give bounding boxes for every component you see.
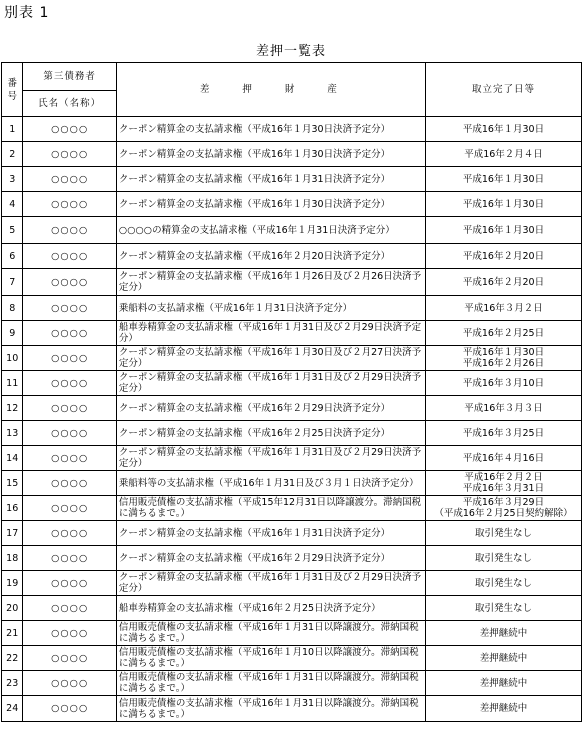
seizure-table (1, 62, 582, 722)
debtor-name: ○○○○ (23, 346, 116, 371)
completion-date (425, 421, 581, 446)
completion-date (425, 269, 581, 296)
completion-date-line-2: （平成16年２月25日契約解除） (434, 508, 573, 519)
row-number: 2 (2, 142, 23, 167)
seized-property: クーポン精算金の支払請求権（平成16年１月31日決済予定分） (116, 167, 425, 192)
debtor-name: ○○○○ (23, 621, 116, 646)
seized-property: ○○○○の精算金の支払請求権（平成16年１月31日決済予定分） (116, 217, 425, 244)
debtor-name: ○○○○ (23, 546, 116, 571)
debtor-name: ○○○○ (23, 296, 116, 321)
completion-date-line: 平成16年３月29日 (462, 497, 545, 508)
row-number: 9 (2, 321, 23, 346)
row-number: 8 (2, 296, 23, 321)
completion-date-line: 平成16年３月10日 (462, 377, 545, 389)
document-label: 別表 1 (4, 5, 50, 21)
table-row (2, 496, 582, 521)
completion-date-line: 平成16年２月25日 (462, 327, 545, 339)
table-row (2, 546, 582, 571)
table-row (2, 396, 582, 421)
seized-property: クーポン精算金の支払請求権（平成16年１月30日決済予定分） (116, 117, 425, 142)
completion-date (425, 596, 581, 621)
table-row (2, 621, 582, 646)
row-number: 16 (2, 496, 23, 521)
seized-property: 乗船料の支払請求権（平成16年１月31日決済予定分） (116, 296, 425, 321)
row-number: 5 (2, 217, 23, 244)
completion-date (425, 571, 581, 596)
completion-date-line: 取引発生なし (474, 552, 532, 564)
table-row (2, 671, 582, 696)
row-number: 1 (2, 117, 23, 142)
debtor-name: ○○○○ (23, 192, 116, 217)
table-row (2, 446, 582, 471)
completion-date-line: 平成16年１月30日 (462, 123, 545, 135)
debtor-name: ○○○○ (23, 596, 116, 621)
completion-date-line: 差押継続中 (479, 627, 528, 639)
debtor-name: ○○○○ (23, 446, 116, 471)
row-number: 12 (2, 396, 23, 421)
debtor-name: ○○○○ (23, 117, 116, 142)
row-number: 10 (2, 346, 23, 371)
row-number: 22 (2, 646, 23, 671)
seized-property: 信用販売債権の支払請求権（平成16年１月31日以降譲渡分。滞納国税に満ちるまで。） (116, 696, 425, 722)
completion-date-line: 平成16年１月30日 (462, 198, 545, 210)
seized-property: クーポン精算金の支払請求権（平成16年１月30日決済予定分） (116, 142, 425, 167)
completion-date (425, 217, 581, 244)
completion-date-line: 平成16年１月30日 (462, 224, 545, 236)
table-row (2, 421, 582, 446)
debtor-name: ○○○○ (23, 496, 116, 521)
seized-property: 信用販売債権の支払請求権（平成16年１月10日以降譲渡分。滞納国税に満ちるまで。） (116, 646, 425, 671)
header-property: 差押財産 (116, 63, 425, 117)
completion-date-line: 取引発生なし (474, 527, 532, 539)
debtor-name: ○○○○ (23, 571, 116, 596)
row-number: 14 (2, 446, 23, 471)
header-third-party: 第三債務者 (23, 63, 116, 91)
table-row (2, 646, 582, 671)
row-number: 19 (2, 571, 23, 596)
seized-property: クーポン精算金の支払請求権（平成16年１月30日及び２月27日決済予定分） (116, 346, 425, 371)
table-row (2, 346, 582, 371)
seized-property: クーポン精算金の支払請求権（平成16年２月20日決済予定分） (116, 244, 425, 269)
completion-date-line: 差押継続中 (479, 703, 528, 714)
row-number: 15 (2, 471, 23, 496)
table-row (2, 244, 582, 269)
table-row (2, 571, 582, 596)
debtor-name: ○○○○ (23, 396, 116, 421)
debtor-name: ○○○○ (23, 521, 116, 546)
debtor-name: ○○○○ (23, 696, 116, 722)
debtor-name: ○○○○ (23, 244, 116, 269)
completion-date (425, 192, 581, 217)
table-row (2, 371, 582, 396)
row-number: 20 (2, 596, 23, 621)
completion-date (425, 396, 581, 421)
seized-property: 船車券精算金の支払請求権（平成16年２月25日決済予定分） (116, 596, 425, 621)
completion-date-line-2: 平成16年３月31日 (462, 483, 545, 494)
header-number-text: 番号 (7, 77, 17, 102)
row-number: 6 (2, 244, 23, 269)
completion-date (425, 321, 581, 346)
completion-date (425, 142, 581, 167)
table-row (2, 321, 582, 346)
completion-date (425, 446, 581, 471)
seized-property: クーポン精算金の支払請求権（平成16年１月30日決済予定分） (116, 192, 425, 217)
seized-property: クーポン精算金の支払請求権（平成16年１月31日及び２月29日決済予定分） (116, 571, 425, 596)
completion-date-line: 平成16年２月２日 (464, 472, 543, 483)
seized-property: 信用販売債権の支払請求権（平成16年１月31日以降譲渡分。滞納国税に満ちるまで。） (116, 671, 425, 696)
table-row (2, 142, 582, 167)
seized-property: クーポン精算金の支払請求権（平成16年２月29日決済予定分） (116, 396, 425, 421)
row-number: 11 (2, 371, 23, 396)
row-number: 7 (2, 269, 23, 296)
completion-date (425, 296, 581, 321)
completion-date-line: 平成16年２月20日 (462, 250, 545, 262)
seized-property: クーポン精算金の支払請求権（平成16年２月29日決済予定分） (116, 546, 425, 571)
completion-date (425, 646, 581, 671)
header-name: 氏名（名称） (23, 91, 116, 117)
table-row (2, 217, 582, 244)
completion-date-line: 平成16年３月２日 (464, 302, 543, 314)
completion-date (425, 167, 581, 192)
debtor-name: ○○○○ (23, 167, 116, 192)
debtor-name: ○○○○ (23, 471, 116, 496)
completion-date-line: 平成16年３月25日 (462, 427, 545, 439)
completion-date-line: 取引発生なし (474, 602, 532, 614)
table-row (2, 192, 582, 217)
debtor-name: ○○○○ (23, 217, 116, 244)
row-number: 13 (2, 421, 23, 446)
seized-property: クーポン精算金の支払請求権（平成16年２月25日決済予定分） (116, 421, 425, 446)
table-row (2, 596, 582, 621)
completion-date-line: 差押継続中 (479, 652, 528, 664)
completion-date-line: 平成16年１月30日 (462, 173, 545, 185)
completion-date (425, 346, 581, 371)
seized-property: 信用販売債権の支払請求権（平成15年12月31日以降譲渡分。滞納国税に満ちるまで。） (116, 496, 425, 521)
completion-date (425, 546, 581, 571)
completion-date-line: 取引発生なし (474, 577, 532, 589)
row-number: 24 (2, 696, 23, 722)
debtor-name: ○○○○ (23, 142, 116, 167)
completion-date (425, 521, 581, 546)
seized-property: クーポン精算金の支払請求権（平成16年１月31日及び２月29日決済予定分） (116, 446, 425, 471)
completion-date (425, 244, 581, 269)
seized-property: クーポン精算金の支払請求権（平成16年１月31日決済予定分） (116, 521, 425, 546)
debtor-name: ○○○○ (23, 646, 116, 671)
completion-date-line: 平成16年２月４日 (464, 148, 543, 160)
seized-property: 乗船料等の支払請求権（平成16年１月31日及び３月１日決済予定分） (116, 471, 425, 496)
row-number: 17 (2, 521, 23, 546)
table-row (2, 521, 582, 546)
completion-date (425, 496, 581, 521)
row-number: 3 (2, 167, 23, 192)
debtor-name: ○○○○ (23, 371, 116, 396)
debtor-name: ○○○○ (23, 421, 116, 446)
completion-date (425, 371, 581, 396)
seized-property: クーポン精算金の支払請求権（平成16年１月31日及び２月29日決済予定分） (116, 371, 425, 396)
debtor-name: ○○○○ (23, 269, 116, 296)
row-number: 18 (2, 546, 23, 571)
completion-date (425, 671, 581, 696)
completion-date-line: 平成16年２月20日 (462, 276, 545, 288)
row-number: 4 (2, 192, 23, 217)
completion-date-line: 平成16年４月16日 (462, 452, 545, 464)
table-row (2, 269, 582, 296)
table-row (2, 167, 582, 192)
table-row (2, 471, 582, 496)
completion-date (425, 471, 581, 496)
debtor-name: ○○○○ (23, 671, 116, 696)
table-row (2, 117, 582, 142)
seized-property: 船車券精算金の支払請求権（平成16年１月31日及び２月29日決済予定分） (116, 321, 425, 346)
table-row (2, 296, 582, 321)
row-number: 23 (2, 671, 23, 696)
completion-date-line: 平成16年１月30日 (462, 347, 545, 358)
completion-date (425, 621, 581, 646)
completion-date-line-2: 平成16年２月26日 (462, 358, 545, 369)
row-number: 21 (2, 621, 23, 646)
seized-property: 信用販売債権の支払請求権（平成16年１月31日以降譲渡分。滞納国税に満ちるまで。） (116, 621, 425, 646)
table-row (2, 696, 582, 722)
debtor-name: ○○○○ (23, 321, 116, 346)
completion-date (425, 117, 581, 142)
header-date: 取立完了日等 (425, 63, 581, 117)
completion-date-line: 平成16年３月３日 (464, 402, 543, 414)
document-title: 差押一覧表 (255, 44, 326, 59)
completion-date (425, 696, 581, 722)
seized-property: クーポン精算金の支払請求権（平成16年１月26日及び２月26日決済予定分） (116, 269, 425, 296)
header-number (2, 63, 23, 117)
completion-date-line: 差押継続中 (479, 677, 528, 689)
